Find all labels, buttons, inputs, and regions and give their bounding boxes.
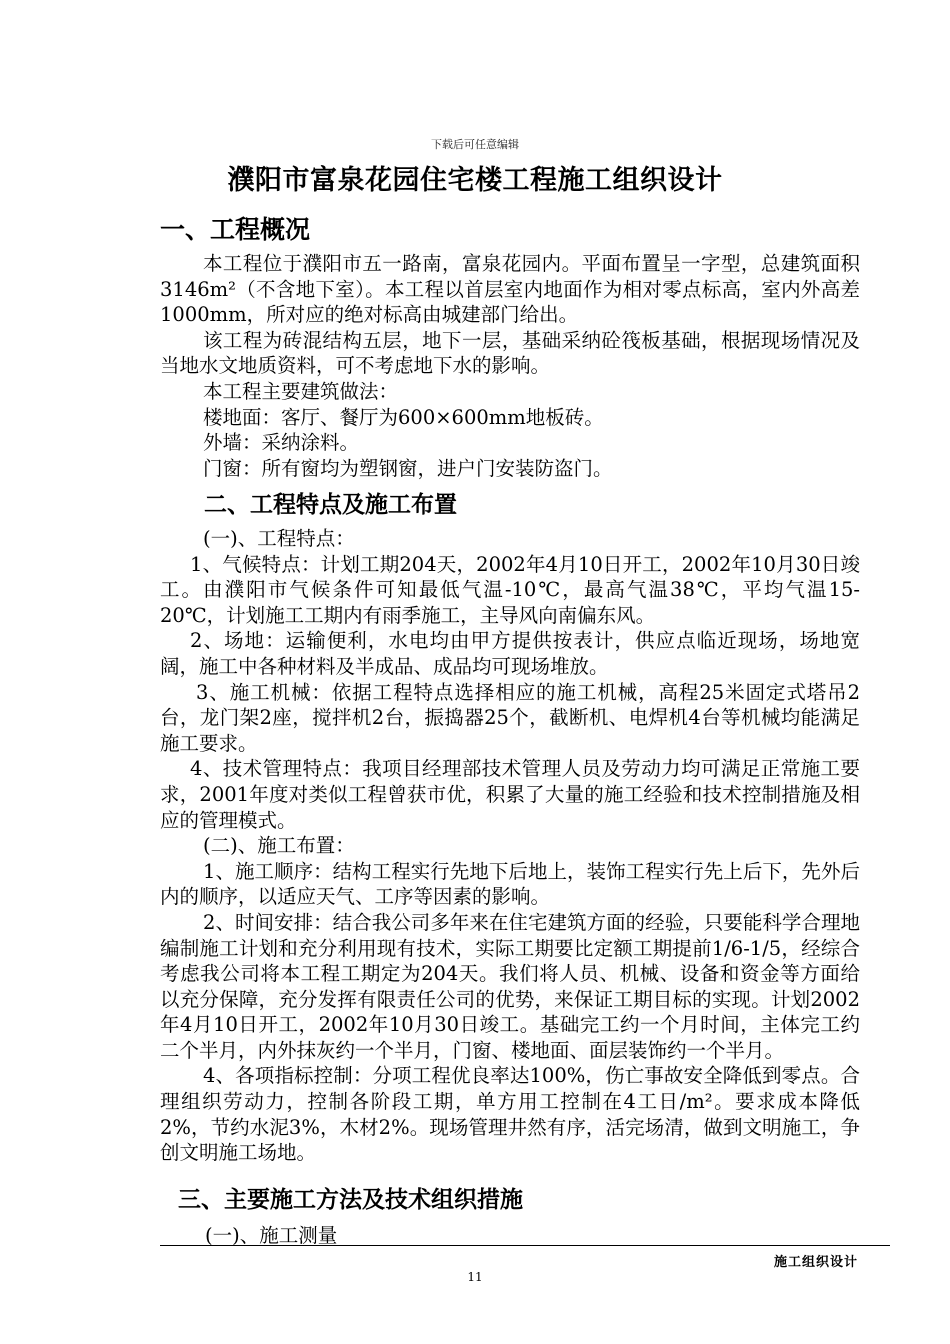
subheading: (二)、施工布置： (203, 834, 355, 858)
paragraph: 本工程主要建筑做法： (203, 379, 399, 403)
section-3-heading: 三、主要施工方法及技术组织措施 (178, 1186, 523, 1213)
paragraph: 1、施工顺序：结构工程实行先地下后地上，装饰工程实行先上后下，先外后内的顺序，以适应天气、工序等因素的影响。 (160, 859, 860, 909)
page-number: 11 (467, 1270, 483, 1284)
footer-rule (160, 1245, 890, 1246)
paragraph: 门窗：所有窗均为塑钢窗，进户门安装防盗门。 (203, 456, 613, 480)
paragraph: 外墙：采纳涂料。 (203, 431, 360, 455)
section-3-subheading: (一)、施工测量 (205, 1224, 338, 1247)
paragraph: 4、各项指标控制：分项工程优良率达100%，伤亡事故安全降低到零点。合理组织劳动力，控制各阶段工期，单方用工控制在4工日/m²。要求成本降低2%，节约水泥3%，木材2%。现场管理井然有序，活完场清，做到文明施工，争创文明施工场地。 (160, 1064, 860, 1165)
paragraph: 4、技术管理特点：我项目经理部技术管理人员及劳动力均可满足正常施工要求，2001年度对类似工程曾获市优，积累了大量的施工经验和技术控制措施及相应的管理模式。 (160, 757, 860, 832)
section-1-heading: 一、工程概况 (160, 215, 311, 244)
paragraph: 2、时间安排：结合我公司多年来在住宅建筑方面的经验，只要能科学合理地编制施工计划和充分利用现有技术，实际工期要比定额工期提前1/6-1/5，经综合考虑我公司将本工程工期定为204天。我们将人员、机械、设备和资金等方面给以充分保障，充分发挥有限责任公司的优势，来保证工期目标的实现。计划2002年4月10日开工，2002年10月30日竣工。基础完工约一个月时间，主体完工约二个半月，内外抹灰约一个半月，门窗、楼地面、面层装饰约一个半月。 (160, 910, 860, 1062)
paragraph: 楼地面：客厅、餐厅为600×600mm地板砖。 (203, 405, 604, 429)
paragraph: 1、气候特点：计划工期204天，2002年4月10日开工，2002年10月30日竣工。由濮阳市气候条件可知最低气温-10℃，最高气温38℃，平均气温15-20℃，计划施工工期内有雨季施工，主导风向南偏东风。 (160, 552, 860, 627)
document-title: 濮阳市富泉花园住宅楼工程施工组织设计 (227, 165, 723, 196)
paragraph: 该工程为砖混结构五层，地下一层，基础采纳砼筏板基础，根据现场情况及当地水文地质资料，可不考虑地下水的影响。 (160, 328, 860, 378)
paragraph: 3、施工机械：依据工程特点选择相应的施工机械，高程25米固定式塔吊2台，龙门架2座，搅拌机2台，振捣器25个，截断机、电焊机4台等机械均能满足施工要求。 (160, 680, 860, 755)
paragraph: 本工程位于濮阳市五一路南，富泉花园内。平面布置呈一字型，总建筑面积3146m²（不含地下室）。本工程以首层室内地面作为相对零点标高，室内外高差1000mm，所对应的绝对标高由城建部门给出。 (160, 252, 860, 327)
section-2-heading: 二、工程特点及施工布置 (204, 491, 457, 518)
footer-label: 施工组织设计 (773, 1255, 858, 1270)
section-2-body (160, 526, 860, 1166)
header-note: 下载后可任意编辑 (431, 138, 519, 151)
paragraph: 2、场地：运输便利，水电均由甲方提供按表计，供应点临近现场，场地宽阔，施工中各种材料及半成品、成品均可现场堆放。 (160, 629, 860, 678)
section-1-body (160, 251, 860, 481)
subheading: (一)、工程特点： (203, 527, 355, 550)
